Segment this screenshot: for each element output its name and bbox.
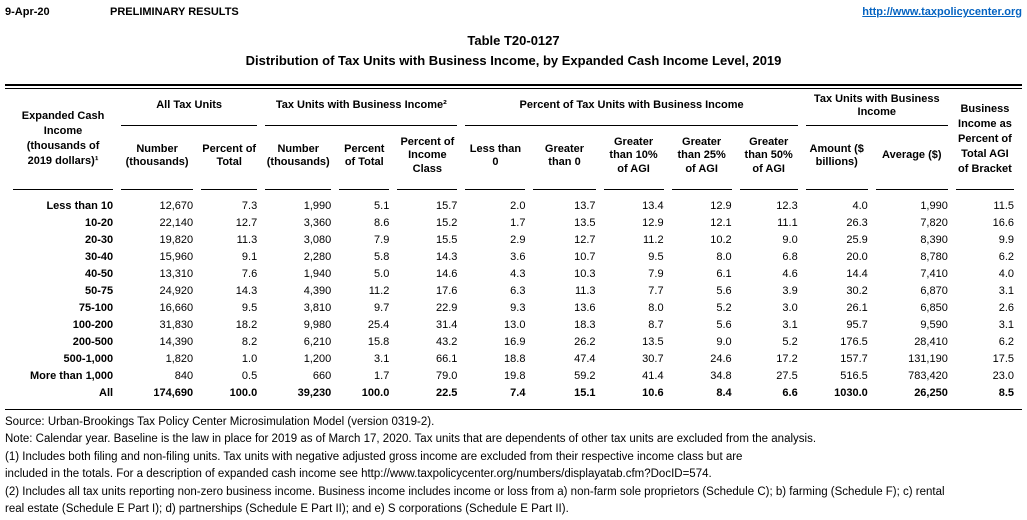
cell: 31,830 — [159, 319, 194, 331]
cell: 9.5 — [648, 251, 664, 263]
cell: 47.4 — [574, 353, 596, 365]
footnote-line-1: Note: Calendar year. Baseline is the law in place for 2019 as of March 17, 2020. Tax units that are dependents of other tax units are excluded from the analysis. — [5, 433, 817, 446]
cell: 1.7 — [510, 217, 526, 229]
table-row — [13, 215, 1014, 232]
cell: 9.1 — [241, 251, 258, 263]
cell: 95.7 — [846, 319, 868, 331]
cell: 5.6 — [716, 285, 732, 297]
cell: 5.1 — [374, 200, 390, 212]
cell: 9.7 — [374, 302, 390, 314]
cell: 13.5 — [574, 217, 596, 229]
cell: 6.6 — [782, 387, 798, 399]
cell: 11.3 — [236, 234, 258, 246]
cell: 13.0 — [504, 319, 526, 331]
cell: 12.7 — [235, 217, 258, 229]
cell: 6,870 — [920, 285, 948, 297]
cell: 100.0 — [229, 387, 258, 399]
cell: 12.9 — [642, 217, 664, 229]
cell: 22,140 — [159, 217, 194, 229]
group-header-1: Tax Units with Business Income² — [265, 89, 457, 126]
top-bar — [5, 0, 1022, 19]
cell: 7.9 — [374, 234, 390, 246]
row-label: 30-40 — [84, 251, 114, 263]
cell: 9.0 — [782, 234, 798, 246]
cell: 3,360 — [303, 217, 332, 229]
cell: 20.0 — [846, 251, 868, 263]
col-header-2: Number (thousands) — [265, 126, 331, 190]
cell: 1.7 — [374, 370, 390, 382]
table-row — [13, 334, 1014, 351]
cell: 25.4 — [367, 319, 390, 331]
table-row — [13, 249, 1014, 266]
cell: 1030.0 — [834, 387, 868, 399]
cell: 15.8 — [367, 336, 390, 348]
cell: 79.0 — [435, 370, 458, 382]
cell: 12.3 — [776, 200, 798, 212]
cell: 8,780 — [920, 251, 948, 263]
cell: 2,280 — [303, 251, 332, 263]
col-header-business-income-pct-agi: Business Income as Percent of Total AGI of Bracket — [956, 89, 1014, 190]
col-header-0: Number (thousands) — [121, 126, 193, 190]
cell: 11.2 — [368, 285, 390, 297]
cell: 15.7 — [435, 200, 458, 212]
row-label: More than 1,000 — [29, 370, 114, 382]
cell: 11.2 — [643, 234, 664, 246]
cell: 7.4 — [510, 387, 526, 399]
table-row — [13, 351, 1014, 368]
col-header-11: Average ($) — [876, 126, 948, 190]
cell: 6,210 — [303, 336, 332, 348]
cell: 5.8 — [374, 251, 390, 263]
footnote-line-0: Source: Urban-Brookings Tax Policy Center Microsimulation Model (version 0319-2). — [5, 416, 435, 428]
table-row — [13, 232, 1014, 249]
col-header-5: Less than 0 — [465, 126, 525, 190]
cell: 66.1 — [435, 353, 458, 365]
cell: 15.5 — [435, 234, 458, 246]
table-row — [13, 198, 1014, 215]
cell: 41.4 — [642, 370, 664, 382]
distribution-table — [5, 89, 1022, 402]
cell: 24.6 — [710, 353, 732, 365]
cell: 9.5 — [241, 302, 258, 314]
cell: 30.7 — [642, 353, 664, 365]
row-label: 40-50 — [84, 268, 114, 280]
row-label: 20-30 — [84, 234, 114, 246]
cell: 59.2 — [574, 370, 596, 382]
cell: 516.5 — [840, 370, 868, 382]
cell: 15,960 — [159, 251, 194, 263]
cell: 24,920 — [159, 285, 194, 297]
col-header-7: Greater than 10% of AGI — [604, 126, 664, 190]
cell: 22.9 — [435, 302, 458, 314]
bottom-rule — [5, 409, 1022, 410]
cell: 6.2 — [998, 251, 1014, 263]
table-title: Distribution of Tax Units with Business Income, by Expanded Cash Income Level, 2019 — [245, 53, 782, 68]
cell: 3.0 — [782, 302, 798, 314]
cell: 5.0 — [374, 268, 390, 280]
cell: 3.9 — [782, 285, 798, 297]
cell: 19,820 — [159, 234, 194, 246]
cell: 11.3 — [574, 285, 596, 297]
cell: 14.3 — [435, 251, 458, 263]
cell: 3.1 — [998, 285, 1014, 297]
cell: 4.0 — [998, 268, 1014, 280]
preliminary-results-label: PRELIMINARY RESULTS — [110, 6, 239, 18]
table-row — [13, 266, 1014, 283]
cell: 6,850 — [920, 302, 948, 314]
cell: 7.7 — [648, 285, 664, 297]
cell: 4.0 — [852, 200, 868, 212]
cell: 9.9 — [998, 234, 1014, 246]
cell: 4,390 — [303, 285, 332, 297]
cell: 174,690 — [153, 387, 194, 399]
cell: 783,420 — [908, 370, 948, 382]
table-row — [13, 283, 1014, 300]
cell: 18.3 — [574, 319, 596, 331]
cell: 15.2 — [435, 217, 458, 229]
cell: 34.8 — [710, 370, 732, 382]
cell: 5.2 — [716, 302, 732, 314]
table-row — [13, 385, 1014, 402]
cell: 9.3 — [510, 302, 526, 314]
cell: 7.6 — [241, 268, 258, 280]
cell: 16.6 — [992, 217, 1014, 229]
cell: 157.7 — [840, 353, 868, 365]
group-header-0: All Tax Units — [121, 89, 257, 126]
table-row — [13, 368, 1014, 385]
col-header-4: Percent of Income Class — [397, 126, 457, 190]
cell: 8.2 — [241, 336, 258, 348]
cell: 660 — [312, 370, 332, 382]
cell: 43.2 — [435, 336, 458, 348]
cell: 13.4 — [642, 200, 664, 212]
cell: 2.9 — [510, 234, 526, 246]
footnote-line-3: included in the totals. For a description of expanded cash income see http://www.taxpolicycenter.org/numbers/displayatab.cfm?DocID=574. — [5, 468, 712, 481]
cell: 8.0 — [648, 302, 664, 314]
col-header-1: Percent of Total — [201, 126, 257, 190]
cell: 26,250 — [914, 387, 948, 399]
cell: 10.3 — [574, 268, 596, 280]
cell: 13.5 — [642, 336, 664, 348]
cell: 12.1 — [710, 217, 732, 229]
cell: 18.8 — [504, 353, 526, 365]
row-label: All — [99, 387, 114, 399]
cell: 10.2 — [710, 234, 732, 246]
cell: 3.1 — [374, 353, 390, 365]
row-label: 10-20 — [84, 217, 114, 229]
cell: 6.8 — [782, 251, 798, 263]
cell: 18.2 — [235, 319, 258, 331]
col-header-6: Greater than 0 — [533, 126, 595, 190]
cell: 22.5 — [435, 387, 458, 399]
cell: 17.2 — [776, 353, 798, 365]
col-header-10: Amount ($ billions) — [806, 126, 868, 190]
cell: 4.6 — [782, 268, 798, 280]
cell: 2.0 — [510, 200, 526, 212]
cell: 28,410 — [914, 336, 948, 348]
cell: 3.1 — [782, 319, 798, 331]
col-header-9: Greater than 50% of AGI — [740, 126, 798, 190]
row-label: Less than 10 — [46, 200, 114, 212]
table-row — [13, 300, 1014, 317]
cell: 12.9 — [710, 200, 732, 212]
cell: 3,080 — [303, 234, 332, 246]
cell: 13.7 — [574, 200, 596, 212]
row-label: 200-500 — [72, 336, 114, 348]
cell: 10.6 — [642, 387, 664, 399]
cell: 131,190 — [908, 353, 948, 365]
row-label: 75-100 — [78, 302, 114, 314]
cell: 31.4 — [435, 319, 458, 331]
header-body-spacer — [13, 190, 1014, 198]
cell: 13.6 — [574, 302, 596, 314]
cell: 8,390 — [920, 234, 948, 246]
cell: 26.1 — [846, 302, 868, 314]
cell: 25.9 — [846, 234, 868, 246]
cell: 8.6 — [374, 217, 390, 229]
cell: 6.3 — [510, 285, 526, 297]
footnote-line-4: (2) Includes all tax units reporting non-zero business income. Business income includes income or loss from a) non-farm sole proprietors (Schedule C); b) farming (Schedule F); c) rental — [5, 485, 945, 498]
cell: 5.2 — [782, 336, 798, 348]
cell: 8.7 — [648, 319, 664, 331]
cell: 176.5 — [840, 336, 868, 348]
cell: 12.7 — [574, 234, 596, 246]
cell: 8.4 — [716, 387, 732, 399]
cell: 1,820 — [165, 353, 194, 365]
col-header-8: Greater than 25% of AGI — [672, 126, 732, 190]
cell: 2.6 — [998, 302, 1014, 314]
cell: 17.5 — [992, 353, 1014, 365]
report-date: 9-Apr-20 — [5, 6, 50, 18]
title-block — [5, 31, 1022, 71]
cell: 10.7 — [574, 251, 596, 263]
cell: 13,310 — [159, 268, 194, 280]
cell: 39,230 — [297, 387, 332, 399]
cell: 12,670 — [159, 200, 194, 212]
cell: 26.3 — [846, 217, 868, 229]
cell: 27.5 — [776, 370, 798, 382]
cell: 14.6 — [435, 268, 458, 280]
cell: 5.6 — [716, 319, 732, 331]
cell: 19.8 — [504, 370, 526, 382]
cell: 0.5 — [241, 370, 258, 382]
cell: 4.3 — [510, 268, 526, 280]
cell: 9,590 — [920, 319, 948, 331]
footnote-line-2: (1) Includes both filing and non-filing units. Tax units with negative adjusted gross income are excluded from their respective income class but are — [5, 450, 743, 463]
cell: 16.9 — [504, 336, 526, 348]
cell: 1,200 — [303, 353, 332, 365]
col-header-3: Percent of Total — [339, 126, 389, 190]
cell: 14.4 — [846, 268, 868, 280]
cell: 6.2 — [998, 336, 1014, 348]
row-label: 50-75 — [84, 285, 114, 297]
cell: 8.0 — [716, 251, 732, 263]
cell: 8.5 — [998, 387, 1014, 399]
cell: 6.1 — [716, 268, 732, 280]
cell: 16,660 — [159, 302, 194, 314]
row-header-expanded-cash-income: Expanded Cash Income (thousands of 2019 dollars)¹ — [13, 89, 113, 190]
footnotes — [5, 414, 1022, 518]
cell: 15.1 — [574, 387, 596, 399]
cell: 30.2 — [846, 285, 868, 297]
cell: 7,410 — [920, 268, 948, 280]
row-label: 500-1,000 — [63, 353, 114, 365]
cell: 7,820 — [920, 217, 948, 229]
cell: 1.0 — [241, 353, 258, 365]
cell: 7.3 — [241, 200, 258, 212]
cell: 1,990 — [303, 200, 332, 212]
cell: 3.6 — [510, 251, 526, 263]
table-number: Table T20-0127 — [467, 33, 560, 48]
cell: 26.2 — [574, 336, 596, 348]
cell: 1,990 — [920, 200, 948, 212]
cell: 3,810 — [303, 302, 332, 314]
group-header-3: Tax Units with Business Income — [806, 89, 948, 126]
cell: 14,390 — [159, 336, 194, 348]
group-header-2: Percent of Tax Units with Business Income — [465, 89, 797, 126]
cell: 3.1 — [998, 319, 1014, 331]
cell: 100.0 — [361, 387, 390, 399]
cell: 23.0 — [992, 370, 1014, 382]
taxpolicycenter-link[interactable]: http://www.taxpolicycenter.org — [862, 6, 1022, 18]
cell: 1,940 — [303, 268, 332, 280]
cell: 14.3 — [235, 285, 258, 297]
cell: 17.6 — [435, 285, 458, 297]
cell: 11.5 — [993, 200, 1014, 212]
cell: 11.1 — [777, 217, 798, 229]
cell: 9,980 — [303, 319, 332, 331]
table-row — [13, 317, 1014, 334]
cell: 840 — [174, 370, 194, 382]
cell: 9.0 — [716, 336, 732, 348]
footnote-line-5: real estate (Schedule E Part I); d) partnerships (Schedule E Part II); and e) S corporations (Schedule E Part II). — [5, 503, 569, 516]
row-label: 100-200 — [72, 319, 114, 331]
cell: 7.9 — [648, 268, 664, 280]
